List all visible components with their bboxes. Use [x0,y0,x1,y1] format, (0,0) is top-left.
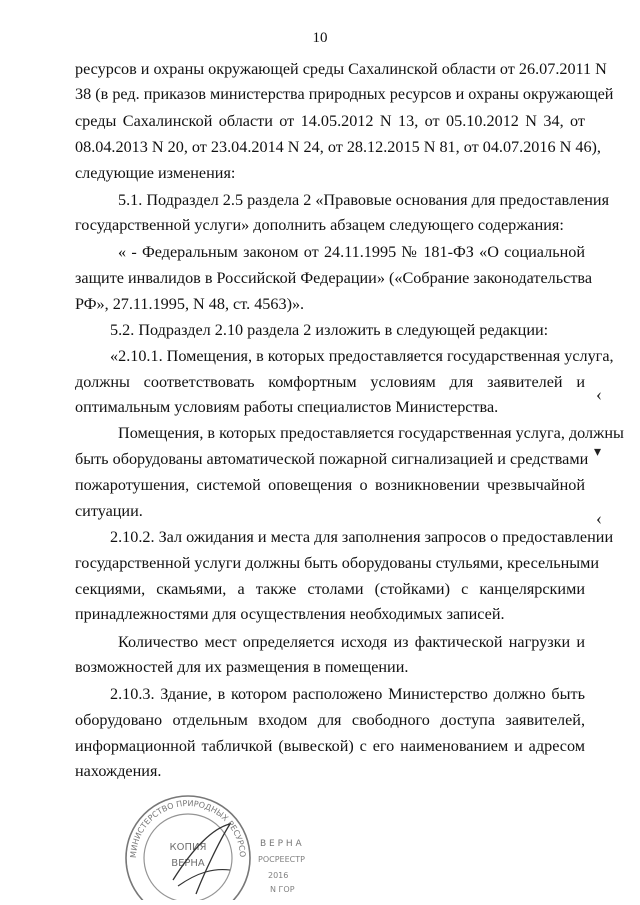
text-line: 38 (в ред. приказов министерства природных ресурсов и охраны окружающей [75,85,614,103]
text-line: принадлежностями для осуществления необходимых записей. [75,605,505,623]
text-line: возможностей для их размещения в помещении. [75,658,409,676]
svg-text:РОСРЕЕСТР: РОСРЕЕСТР [258,855,305,864]
official-stamp [118,788,318,905]
text-line: оптимальным условиям работы специалистов Министерства. [75,398,499,416]
text-line: 2.10.2. Зал ожидания и места для заполнения запросов о предоставлении [110,528,614,546]
text-line: 5.1. Подраздел 2.5 раздела 2 «Правовые основания для предоставления [118,191,610,209]
text-line: информационной табличкой (вывеской) с его наименованием и адресом [75,737,585,755]
page-number: 10 [312,30,328,46]
text-line: секциями, скамьями, а также столами (стойками) с канцелярскими [75,580,585,598]
stamp-ring-text: МИНИСТЕРСТВО ПРИРОДНЫХ РЕСУРСО [128,798,248,859]
svg-text:N ГОР: N ГОР [270,885,295,894]
text-line: 08.04.2013 N 20, от 23.04.2014 N 24, от 28.12.2015 N 81, от 04.07.2016 N 46), [75,138,601,156]
text-line: оборудовано отдельным входом для свободного доступа заявителей, [75,711,585,729]
margin-mark: ‹ [596,508,602,528]
margin-mark: ‹ [596,384,602,404]
text-line: « - Федеральным законом от 24.11.1995 № 181-ФЗ «О социальной [118,243,585,261]
text-line: 5.2. Подраздел 2.10 раздела 2 изложить в следующей редакции: [110,321,549,339]
text-line: среды Сахалинской области от 14.05.2012 N 13, от 05.10.2012 N 34, от [75,112,585,130]
text-line: государственной услуги должны быть оборудованы стульями, кресельными [75,554,600,572]
svg-text:2016: 2016 [268,871,289,880]
text-line: защите инвалидов в Российской Федерации» («Собрание законодательства [75,269,593,287]
text-line: Помещения, в которых предоставляется государственная услуга, должны [118,424,624,442]
text-line: следующие изменения: [75,164,236,182]
text-line: пожаротушения, системой оповещения о возникновении чрезвычайной [75,476,585,494]
text-line: 2.10.3. Здание, в котором расположено Министерство должно быть [110,685,585,703]
text-line: быть оборудованы автоматической пожарной сигнализацией и средствами [75,450,589,468]
svg-text:В Е Р Н А: В Е Р Н А [260,839,302,849]
text-line: «2.10.1. Помещения, в которых предоставляется государственная услуга, [110,347,614,365]
text-line: Количество мест определяется исходя из фактической нагрузки и [118,633,585,651]
text-line: должны соответствовать комфортным условиям для заявителей и [75,373,585,391]
svg-text:КОПИЯ: КОПИЯ [169,842,207,853]
text-line: РФ», 27.11.1995, N 48, ст. 4563)». [75,295,305,313]
margin-mark: ▾ [594,445,602,460]
text-line: ситуации. [75,502,143,520]
text-line: ресурсов и охраны окружающей среды Сахалинской области от 26.07.2011 N [75,60,607,78]
text-line: государственной услуги» дополнить абзацем следующего содержания: [75,216,564,234]
text-line: нахождения. [75,762,162,780]
svg-text:ВЕРНА: ВЕРНА [171,858,205,869]
